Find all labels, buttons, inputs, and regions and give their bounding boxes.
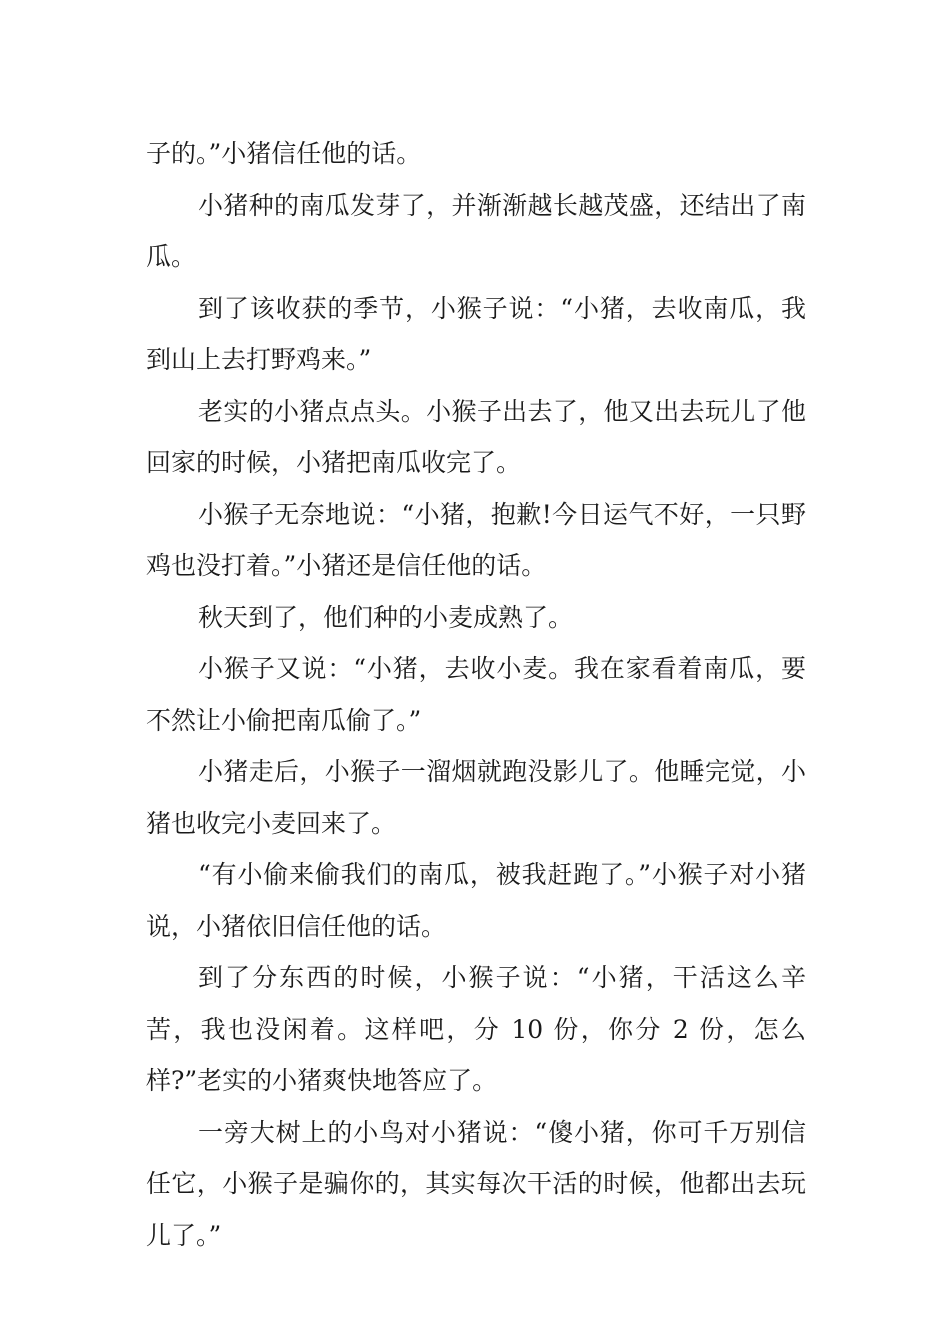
paragraph: 秋天到了，他们种的小麦成熟了。 xyxy=(198,602,574,632)
paragraph: 小猴子无奈地说：“小猪，抱歉!今日运气不好，一只野鸡也没打着。”小猪还是信任他的话。 xyxy=(146,499,806,580)
paragraph: “有小偷来偷我们的南瓜，被我赶跑了。”小猴子对小猪说，小猪依旧信任他的话。 xyxy=(146,860,806,941)
paragraph-continued: 子的。”小猪信任他的话。 xyxy=(146,139,422,168)
paragraph: 到了分东西的时候，小猴子说：“小猪，干活这么辛苦，我也没闲着。这样吧，分 10 份，你分 2 份，怎么样?”老实的小猪爽快地答应了。 xyxy=(146,963,806,1095)
paragraph: 一旁大树上的小鸟对小猪说：“傻小猪，你可千万别信任它，小猴子是骗你的，其实每次干活的时候，他都出去玩儿了。” xyxy=(146,1117,806,1250)
paragraph: 到了该收获的季节，小猴子说：“小猪，去收南瓜，我到山上去打野鸡来。” xyxy=(146,293,806,374)
document-body xyxy=(146,128,806,1261)
paragraph: 老实的小猪点点头。小猴子出去了，他又出去玩儿了他回家的时候，小猪把南瓜收完了。 xyxy=(146,396,806,477)
paragraph: 小猪种的南瓜发芽了，并渐渐越长越茂盛，还结出了南瓜。 xyxy=(146,190,806,271)
paragraph: 小猴子又说：“小猪，去收小麦。我在家看着南瓜，要不然让小偷把南瓜偷了。” xyxy=(146,654,806,735)
paragraph: 小猪走后，小猴子一溜烟就跑没影儿了。他睡完觉，小猪也收完小麦回来了。 xyxy=(146,757,806,838)
